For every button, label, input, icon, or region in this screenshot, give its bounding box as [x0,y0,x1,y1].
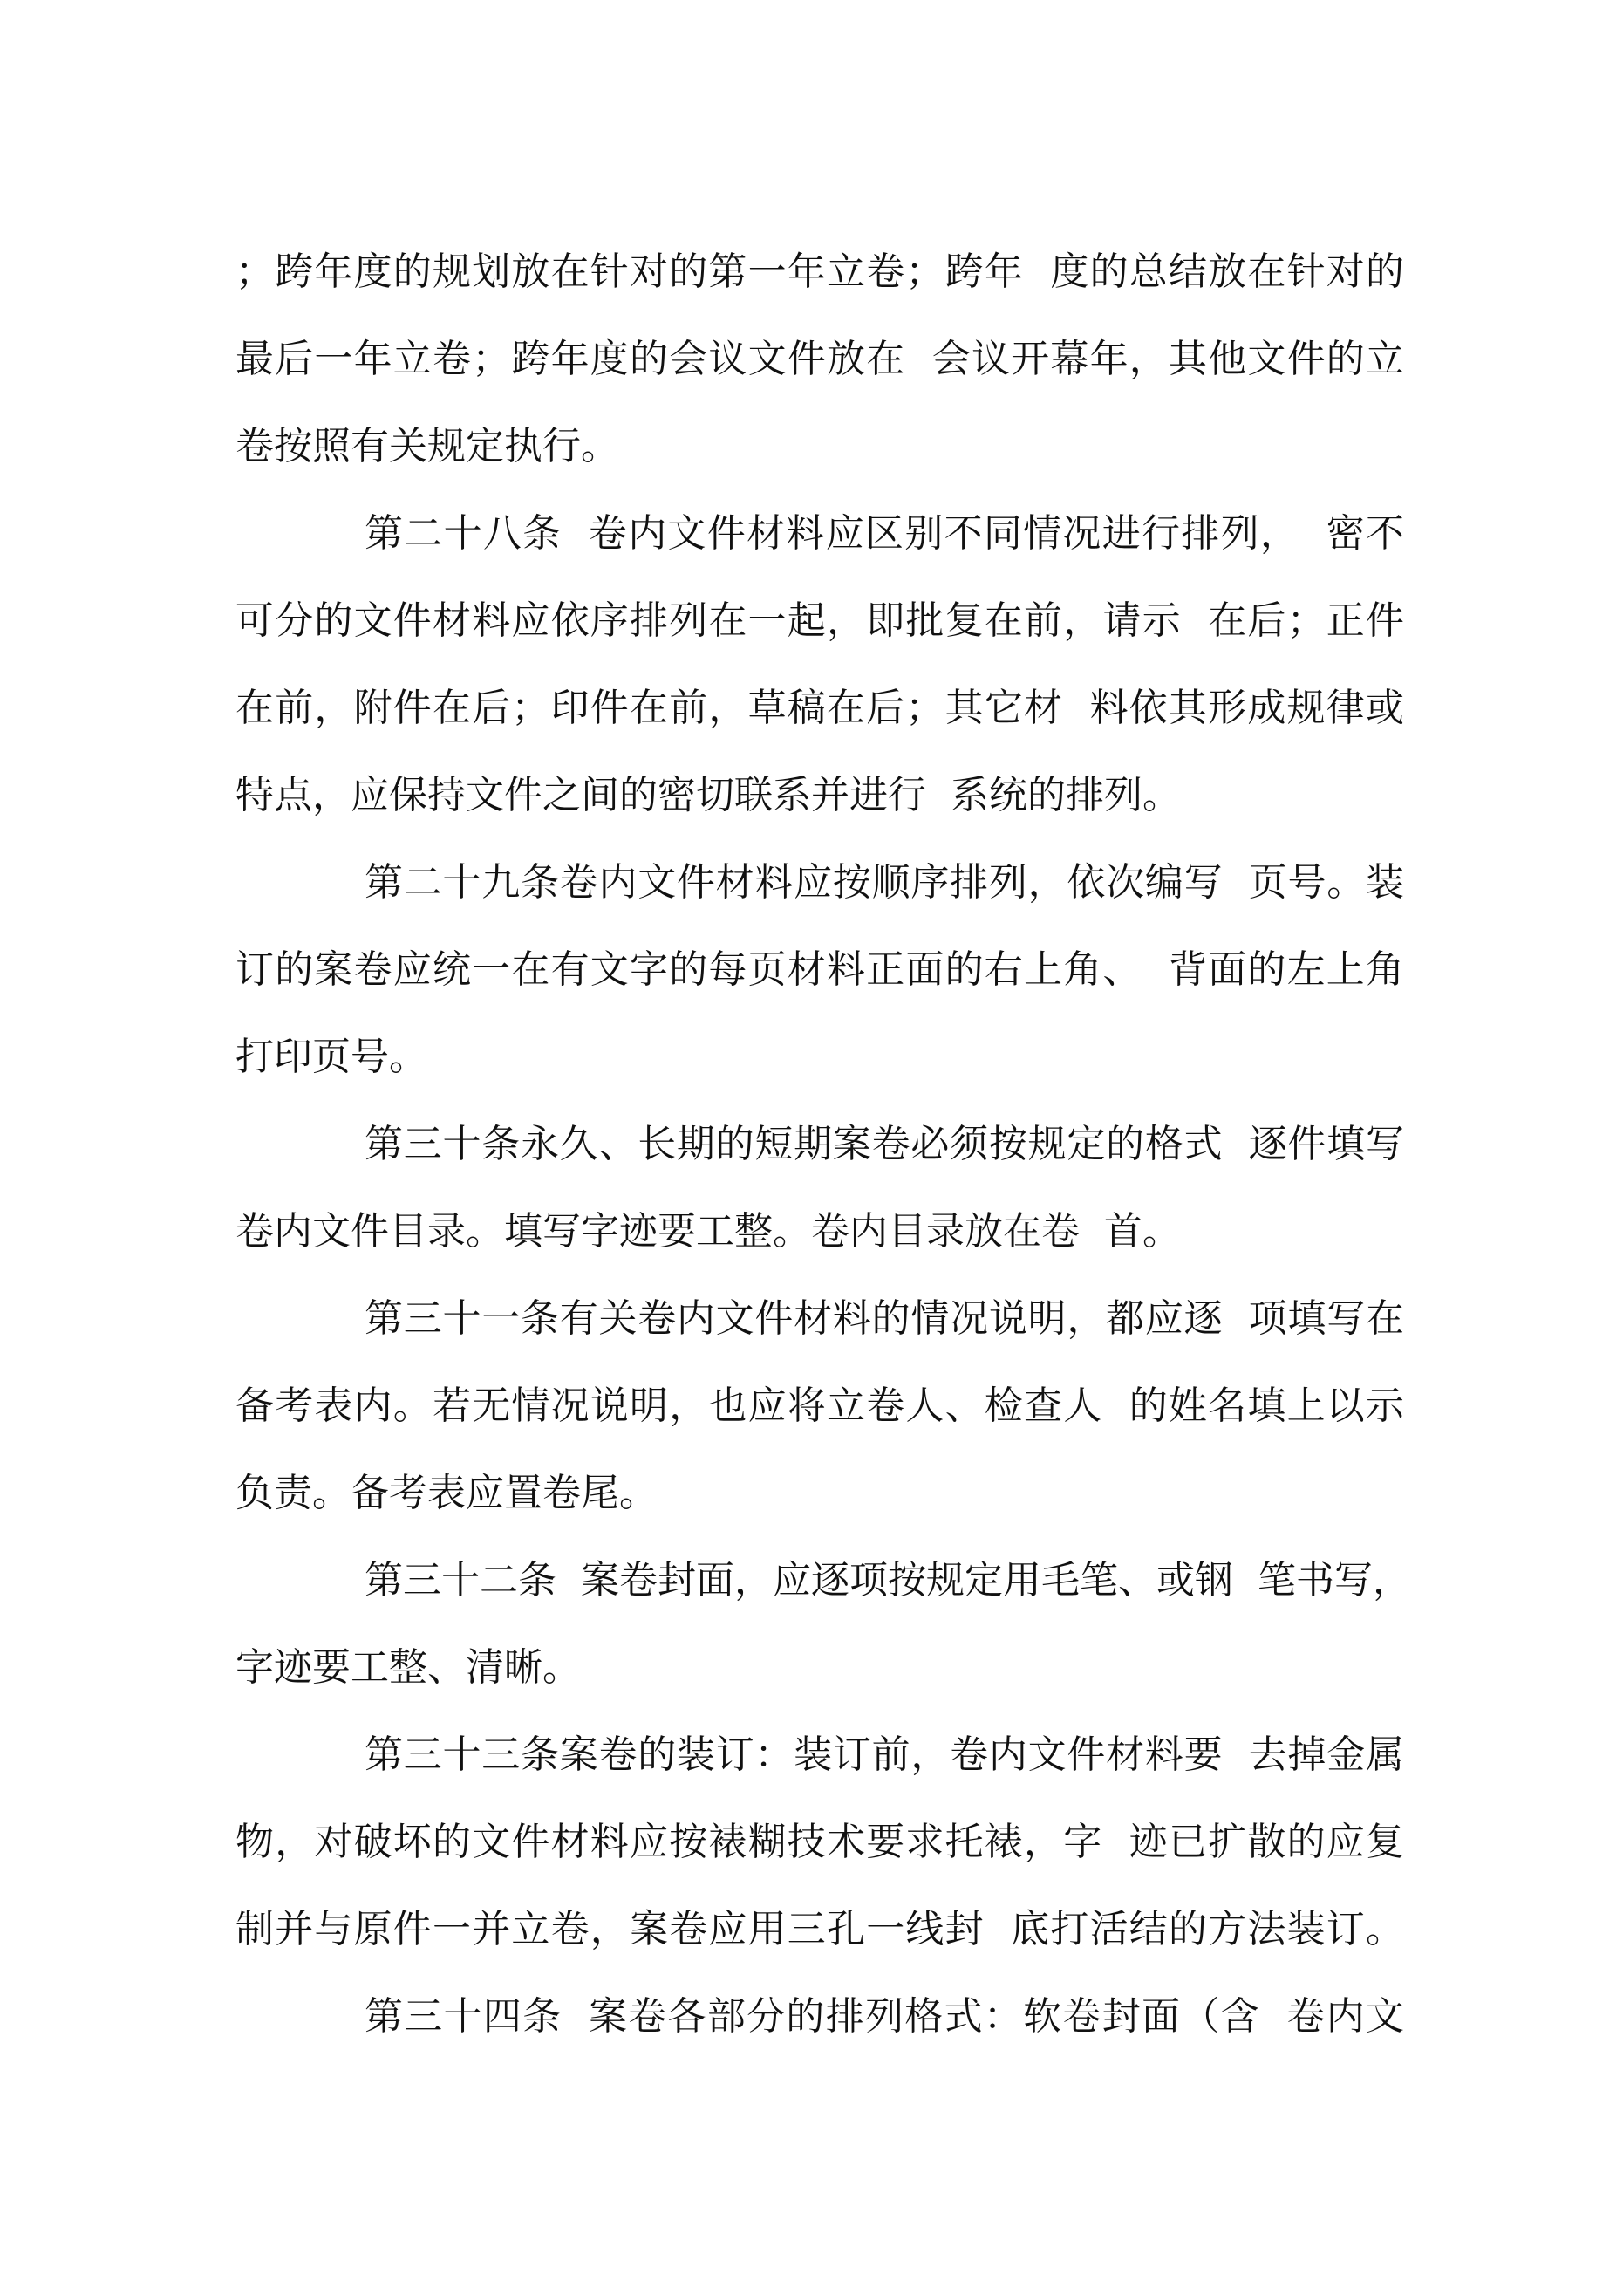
text-line: 订的案卷应统一在有文字的每页材料正面的右上角、 背面的左上角 [235,947,1404,992]
text-line: 第三十三条案卷的装订：装订前，卷内文件材料要 去掉金属 [365,1732,1404,1777]
document-body [235,229,1411,2060]
text-line: 第二十九条卷内文件材料应按顺序排列，依次编写 页号。装 [365,860,1404,905]
text-line: ；跨年度的规划放在针对的第一年立卷；跨年 度的总结放在针对的 [235,249,1404,294]
paragraph-article-29 [235,839,1404,1101]
text-line: 字迹要工整、清晰。 [235,1645,581,1690]
paragraph-article-32 [235,1537,1411,1712]
text-line: 负责。备考表应置卷尾。 [235,1471,658,1515]
text-line: 最后一年立卷；跨年度的会议文件放在 会议开幕年，其他文件的立 [235,337,1404,381]
paragraph-article-30 [235,1101,1404,1275]
text-line: 第二十八条 卷内文件材料应区别不同情况进行排列， 密不 [365,511,1404,556]
text-line: 特点，应保持文件之间的密切联系并进行 系统的排列。 [235,773,1181,817]
text-line: 可分的文件材料应依序排列在一起，即批复在前，请示 在后；正件 [235,598,1404,643]
text-line: 第三十条永久、长期的短期案卷必须按规定的格式 逐件填写 [365,1122,1404,1166]
paragraph-article-28 [235,490,1404,839]
text-line: 备考表内。若无情况说明，也应将立卷人、检查人 的姓名填上以示 [235,1384,1404,1428]
text-line: 在前，附件在后；印件在前，草稿在后；其它材 料依其形成规律或 [235,686,1404,730]
paragraph-article-31 [235,1275,1404,1537]
text-line: 第三十二条 案卷封面，应逐项按规定用毛笔、或钢 笔书写， [365,1558,1411,1602]
text-line: 第三十一条有关卷内文件材料的情况说明，都应逐 项填写在 [365,1296,1404,1341]
paragraph-continuation [235,229,1404,490]
text-line: 卷内文件目录。填写字迹要工整。卷内目录放在卷 首。 [235,1209,1181,1254]
text-line: 打印页号。 [235,1035,427,1079]
text-line: 制并与原件一并立卷，案卷应用三孔一线封 底打活结的方法装订。 [235,1907,1404,1951]
text-line: 第三十四条 案卷各部分的排列格式：软卷封面（含 卷内文 [365,1994,1404,2039]
paragraph-article-34 [235,1973,1404,2060]
text-line: 物，对破坏的文件材料应按裱糊技术要求托裱，字 迹已扩散的应复 [235,1820,1404,1864]
text-line: 卷按照有关规定执行。 [235,424,619,468]
paragraph-article-33 [235,1712,1404,1973]
